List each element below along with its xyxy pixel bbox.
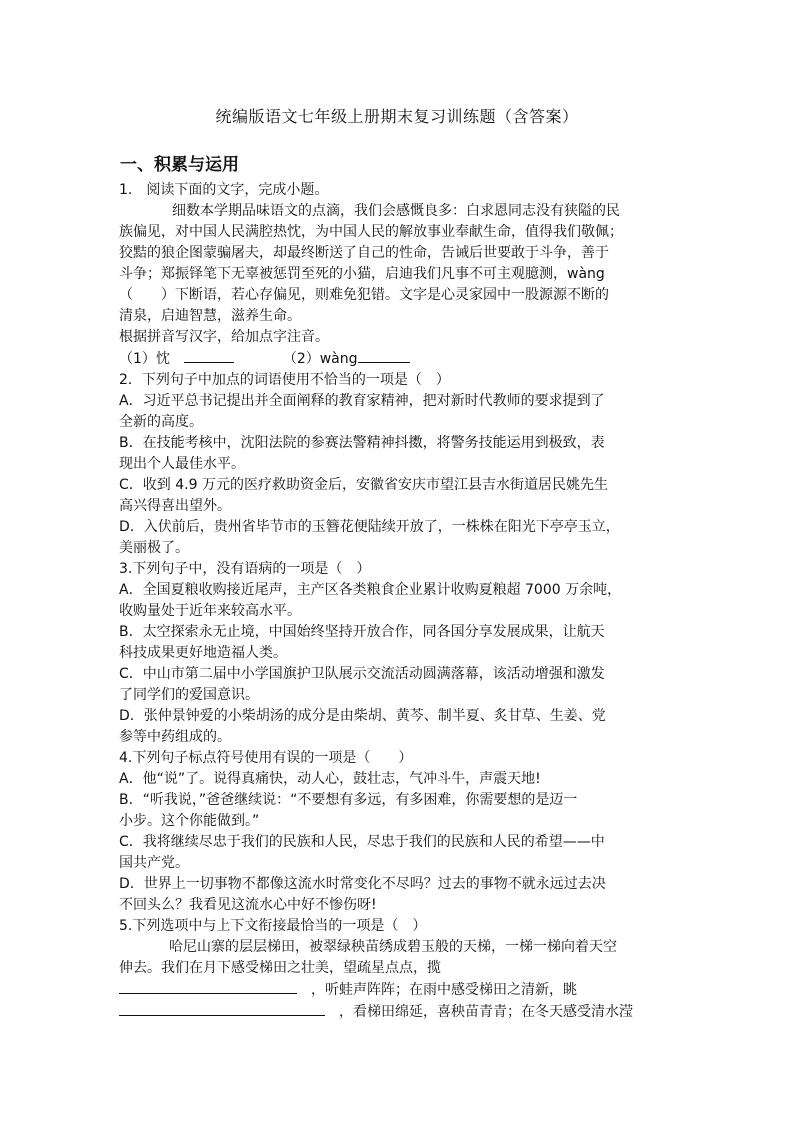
q1-subquestions xyxy=(119,348,679,370)
q3-option-c-cont: 了同学们的爱国意识。 xyxy=(119,687,259,703)
q2-option-b: B．在技能考核中，沈阳法院的参赛法警精神抖擞，将警务技能运用到极致，表 xyxy=(119,435,605,451)
q3-option-b: B．太空探索永无止境，中国始终坚持开放合作，同各国分享发展成果，让航天 xyxy=(119,624,605,640)
q1-prompt: 1. 阅读下面的文字，完成小题。 xyxy=(119,182,329,198)
q4-option-b-cont: 小步。这个你能做到。” xyxy=(119,813,260,829)
q4-prompt: 4.下列句子标点符号使用有误的一项是（ ） xyxy=(119,750,413,766)
q5-passage-line: 伸去。我们在月下感受梯田之壮美，望疏星点点，揽 xyxy=(119,960,441,976)
q1-passage-line: 清泉，启迪智慧，滋养生命。 xyxy=(119,308,301,324)
q5-prompt: 5.下列选项中与上下文衔接最恰当的一项是（ ） xyxy=(119,918,427,934)
q2-prompt: 2．下列句子中加点的词语使用不恰当的一项是（ ） xyxy=(119,372,450,388)
q5-answer-blank-2[interactable] xyxy=(119,1001,325,1016)
q1-passage-line: （ ）下断语，若心存偏见，则难免犯错。文字是心灵家园中一股源源不断的 xyxy=(119,287,609,303)
q5-passage-text: ，看梯田绵延，喜秧苗青青；在冬天感受清水滢 xyxy=(339,1004,633,1020)
q4-option-c: C．我将继续尽忠于我们的民族和人民，尽忠于我们的民族和人民的希望——中 xyxy=(119,834,605,850)
document-title: 统编版语文七年级上册期末复习训练题（含答案） xyxy=(215,107,579,126)
q2-option-d-cont: 美丽极了。 xyxy=(119,540,189,556)
q3-option-b-cont: 科技成果更好地造福人类。 xyxy=(119,645,287,661)
q3-option-a: A．全国夏粮收购接近尾声，主产区各类粮食企业累计收购夏粮超 7000 万余吨， xyxy=(119,582,622,598)
q5-passage-line-with-blank xyxy=(119,1001,679,1023)
q1-instruction: 根据拼音写汉字，给加点字注音。 xyxy=(119,329,329,345)
q3-prompt: 3.下列句子中，没有语病的一项是（ ） xyxy=(119,561,371,577)
q5-answer-blank-1[interactable] xyxy=(119,979,297,994)
q4-option-c-cont: 国共产党。 xyxy=(119,855,189,871)
document-body xyxy=(119,180,679,1023)
q4-option-a: A．他“说”了。说得真痛快，动人心，鼓壮志，气冲斗牛，声震天地! xyxy=(119,771,541,787)
q2-option-d: D．入伏前后，贵州省毕节市的玉簪花便陆续开放了，一株株在阳光下亭亭玉立， xyxy=(119,519,620,535)
q1-sub2-answer-blank[interactable] xyxy=(358,348,410,363)
q1-passage-line: 细数本学期品味语文的点滴，我们会感慨良多：白求恩同志没有狭隘的民 xyxy=(172,203,620,219)
q2-option-b-cont: 现出个人最佳水平。 xyxy=(119,456,245,472)
q4-option-d-cont: 不回头么？我看见这流水心中好不惨伤呀! xyxy=(119,897,377,913)
q2-option-c: C．收到 4.9 万元的医疗救助资金后，安徽省安庆市望江县吉水街道居民姚先生 xyxy=(119,477,608,493)
q2-option-a-cont: 全新的高度。 xyxy=(119,414,203,430)
q2-option-c-cont: 高兴得喜出望外。 xyxy=(119,498,231,514)
q4-option-b: B．“听我说，”爸爸继续说：“不要想有多远，有多困难，你需要想的是迈一 xyxy=(119,792,578,808)
q5-passage-text: ，听蛙声阵阵；在雨中感受梯田之清新，眺 xyxy=(311,982,577,998)
q2-option-a: A．习近平总书记提出并全面阐释的教育家精神，把对新时代教师的要求提到了 xyxy=(119,393,605,409)
q1-passage-line: 狡黠的狼企图蒙骗屠夫，却最终断送了自己的性命，告诫后世要敢于斗争，善于 xyxy=(119,245,609,261)
q1-sub1-label: （1）忱 xyxy=(119,351,170,367)
q1-sub2-label: （2）wàng xyxy=(282,351,358,367)
section-heading: 一、积累与运用 xyxy=(120,155,239,175)
q3-option-d-cont: 参等中药组成的。 xyxy=(119,729,231,745)
q1-passage-line: 斗争；郑振铎笔下无辜被惩罚至死的小猫，启迪我们凡事不可主观臆测，wàng xyxy=(119,266,605,282)
q4-option-d: D．世界上一切事物不都像这流水时常变化不尽吗？过去的事物不就永远过去决 xyxy=(119,876,606,892)
q1-sub1-answer-blank[interactable] xyxy=(184,348,234,363)
q5-passage-line: 哈尼山寨的层层梯田，被翠绿秧苗绣成碧玉般的天梯，一梯一梯向着天空 xyxy=(169,939,617,955)
q3-option-c: C．中山市第二届中小学国旗护卫队展示交流活动圆满落幕，该活动增强和激发 xyxy=(119,666,605,682)
q3-option-a-cont: 收购量处于近年来较高水平。 xyxy=(119,603,301,619)
q5-passage-line-with-blank xyxy=(119,979,679,1001)
q3-option-d: D．张仲景钟爱的小柴胡汤的成分是由柴胡、黄芩、制半夏、炙甘草、生姜、党 xyxy=(119,708,606,724)
q1-passage-line: 族偏见，对中国人民满腔热忱，为中国人民的解放事业奉献生命，值得我们敬佩； xyxy=(119,224,623,240)
